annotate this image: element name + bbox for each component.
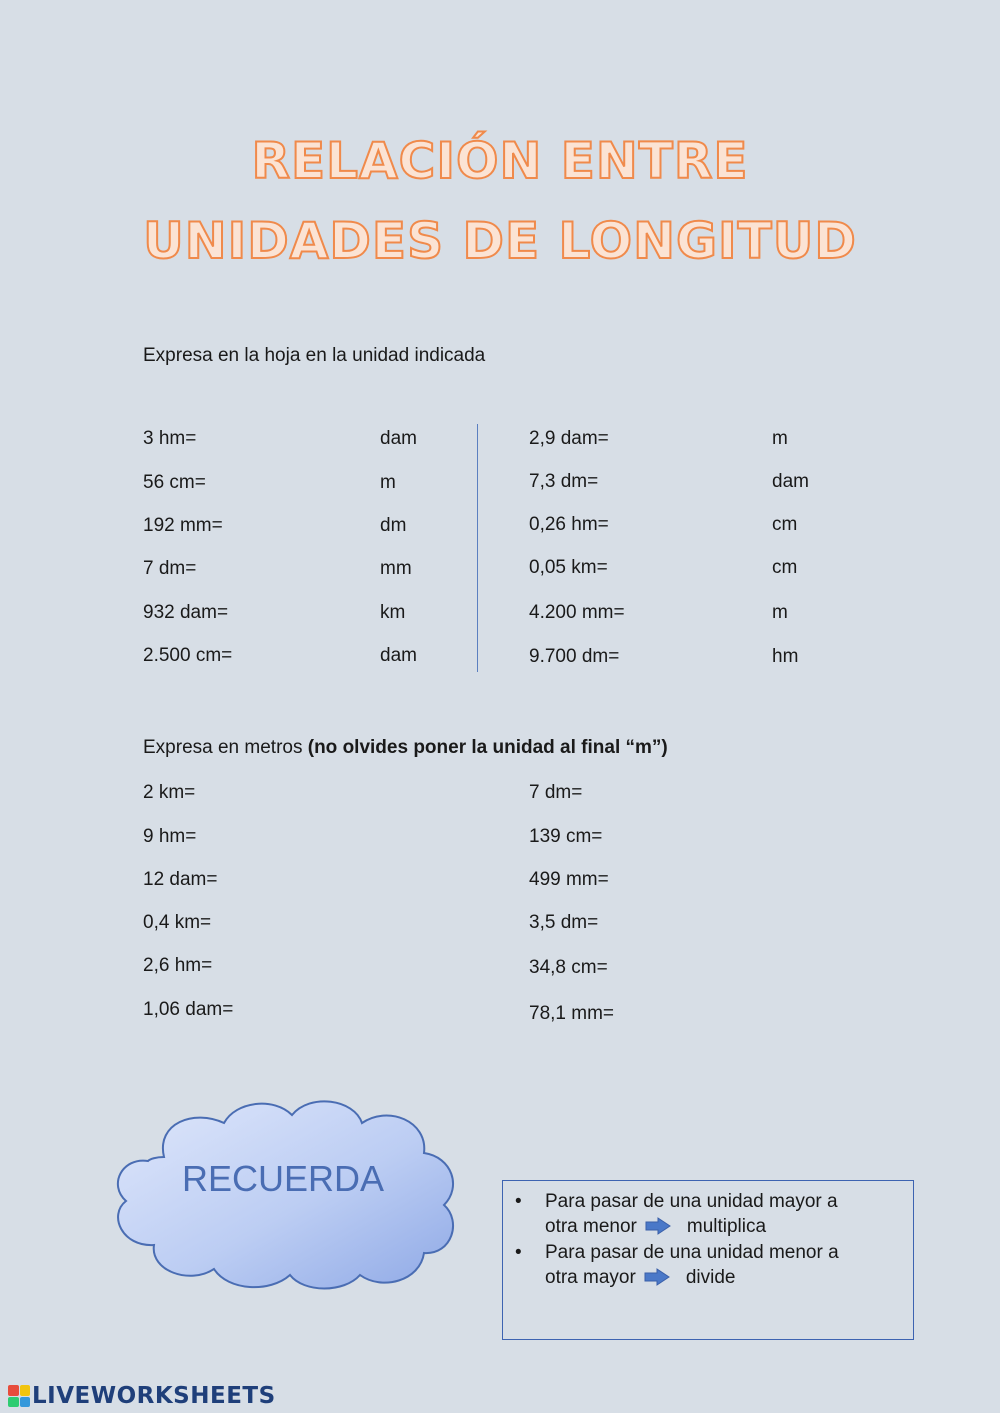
target-unit: mm	[380, 558, 412, 579]
reminder-result: multiplica	[686, 1216, 767, 1237]
instruction-section-2	[143, 737, 668, 759]
exercise-expression: 3 hm=	[143, 428, 197, 449]
liveworksheets-logo	[8, 1382, 276, 1410]
target-unit: dam	[772, 471, 809, 492]
target-unit: hm	[772, 646, 799, 667]
target-unit: m	[380, 472, 396, 493]
meter-exercise: 9 hm=	[143, 826, 197, 847]
exercise-expression: 192 mm=	[143, 515, 223, 536]
right-arrow-icon	[645, 1217, 671, 1235]
exercise-expression: 7,3 dm=	[529, 471, 599, 492]
target-unit: km	[380, 602, 406, 623]
exercise-expression: 7 dm=	[143, 558, 197, 579]
exercise-expression: 9.700 dm=	[529, 646, 620, 667]
reminder-item	[545, 1240, 905, 1290]
instruction-bold-text: (no olvides poner la unidad al final “m”)	[307, 737, 668, 758]
meter-exercise: 12 dam=	[143, 869, 218, 890]
exercise-expression: 4.200 mm=	[529, 602, 625, 623]
meter-exercise: 1,06 dam=	[143, 999, 234, 1020]
reminder-box	[502, 1180, 914, 1340]
right-arrow-icon	[644, 1268, 670, 1286]
reminder-result: divide	[685, 1267, 736, 1288]
meter-exercise: 34,8 cm=	[529, 957, 608, 978]
logo-text: LIVEWORKSHEETS	[32, 1383, 276, 1409]
exercise-expression: 0,05 km=	[529, 557, 608, 578]
page-title-line-1: RELACIÓN ENTRE	[251, 132, 749, 190]
logo-cubes-icon	[8, 1385, 30, 1407]
target-unit: cm	[772, 514, 798, 535]
meter-exercise: 2,6 hm=	[143, 955, 213, 976]
target-unit: dam	[380, 645, 417, 666]
reminder-text-line2: otra menor	[545, 1216, 637, 1237]
target-unit: m	[772, 428, 788, 449]
meter-exercise: 78,1 mm=	[529, 1003, 615, 1024]
exercise-expression: 2.500 cm=	[143, 645, 233, 666]
reminder-text-line1: Para pasar de una unidad menor a	[545, 1242, 839, 1263]
instruction-section-1: Expresa en la hoja en la unidad indicada	[143, 345, 486, 366]
column-divider	[477, 424, 478, 672]
cloud-label: RECUERDA	[182, 1158, 385, 1199]
exercise-expression: 2,9 dam=	[529, 428, 609, 449]
meter-exercise: 0,4 km=	[143, 912, 212, 933]
exercise-expression: 932 dam=	[143, 602, 229, 623]
page-title-line-2: UNIDADES DE LONGITUD	[143, 212, 857, 270]
meter-exercise: 139 cm=	[529, 826, 603, 847]
meter-exercise: 2 km=	[143, 782, 196, 803]
target-unit: m	[772, 602, 788, 623]
exercise-expression: 0,26 hm=	[529, 514, 609, 535]
target-unit: dam	[380, 428, 417, 449]
exercise-expression: 56 cm=	[143, 472, 206, 493]
reminder-text-line1: Para pasar de una unidad mayor a	[545, 1191, 838, 1212]
meter-exercise: 3,5 dm=	[529, 912, 599, 933]
reminder-item	[545, 1189, 905, 1239]
target-unit: cm	[772, 557, 798, 578]
meter-exercise: 7 dm=	[529, 782, 583, 803]
meter-exercise: 499 mm=	[529, 869, 609, 890]
instruction-plain-text: Expresa en metros	[143, 737, 308, 758]
target-unit: dm	[380, 515, 407, 536]
reminder-text-line2: otra mayor	[545, 1267, 636, 1288]
